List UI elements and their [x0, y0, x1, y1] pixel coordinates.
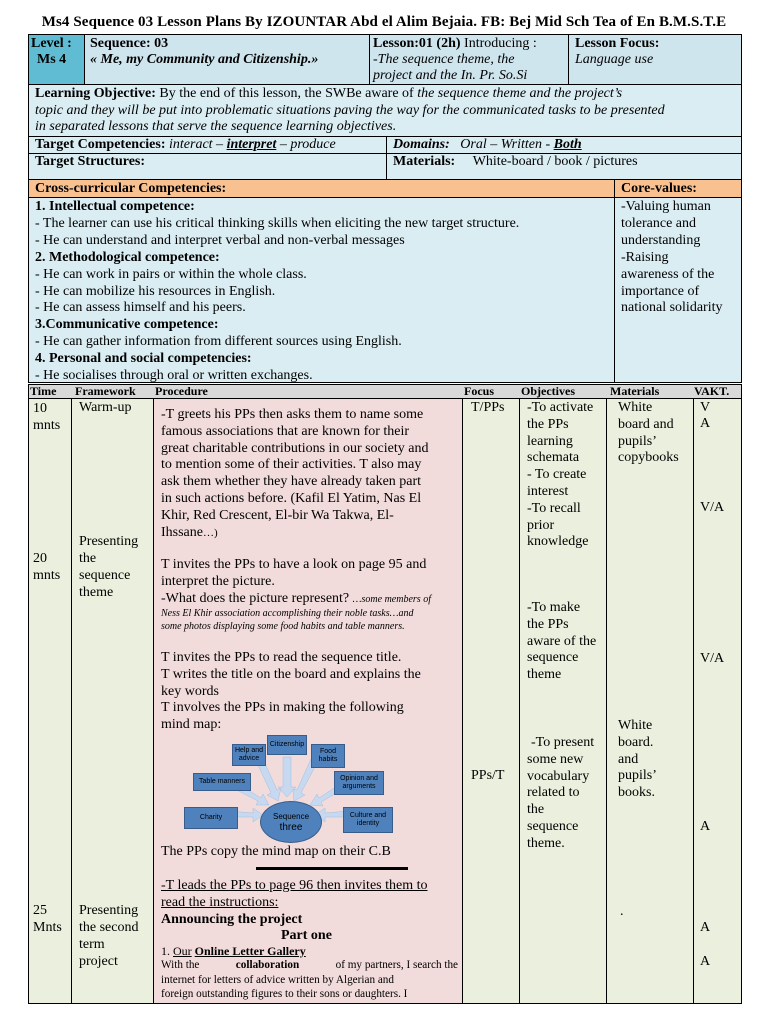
structures-label: Target Structures:	[35, 154, 146, 169]
objectives-block-2: -To make the PPs aware of the sequence theme	[527, 600, 597, 683]
mind-map-node-table-manners: Table manners	[193, 773, 251, 791]
mind-map-node-food-habits: Food habits	[311, 744, 345, 768]
objective-text-3: in separated lessons that serve the sequence learning objectives.	[35, 119, 397, 134]
level-label: Level :	[31, 36, 72, 51]
domains-label: Domains:	[393, 137, 450, 152]
vakt-value: V	[700, 400, 711, 415]
mind-map-node-opinion: Opinion and arguments	[334, 771, 384, 795]
procedure-project: -T leads the PPs to page 96 then invites them to read the instructions: Announcing the project Part one	[161, 878, 428, 944]
vakt-value: A	[700, 954, 711, 969]
mind-map-node-culture: Culture and identity	[343, 807, 393, 833]
procedure-picture: T invites the PPs to have a look on page 95 and interpret the picture. -What does the picture represent? …some members of Ness El Khir association accomplishing their noble tasks…and some photos displaying some food habits and table manners.	[161, 557, 431, 633]
mind-map-node-help-advice: Help and advice	[232, 744, 266, 766]
lesson-desc-1: -The sequence theme, the	[373, 52, 515, 67]
objective-label: Learning Objective:	[35, 86, 156, 101]
materials-label: Materials:	[393, 154, 456, 169]
list-item: - He can understand and interpret verbal and non-verbal messages	[35, 232, 405, 248]
cross-curricular-header: Cross-curricular Competencies:	[28, 179, 615, 198]
list-item: - The learner can use his critical thinking skills when eliciting the new target structure.	[35, 215, 520, 231]
framework-warm-up: Warm-up	[79, 400, 132, 415]
mind-map-center: Sequence three	[260, 801, 322, 843]
domains-both: Both	[553, 137, 582, 152]
framework-line: project	[79, 953, 118, 969]
cross-curricular-body	[28, 197, 615, 383]
vakt-value: V/A	[700, 500, 725, 515]
core-values-body	[614, 197, 742, 383]
lesson-duration: (2h)	[436, 36, 461, 51]
domains-value: Oral – Written -	[460, 137, 551, 152]
materials-block-1: White board and pupils’ copybooks	[618, 400, 679, 466]
header-procedure: Procedure	[155, 384, 208, 398]
framework-line: term	[79, 936, 105, 952]
procedure-copy-mind-map: The PPs copy the mind map on their C.B	[161, 844, 391, 859]
materials-block-2: White board. and pupils’ books.	[618, 718, 657, 801]
time-unit: mnts	[33, 567, 61, 583]
lesson-desc-2: project and the In. Pr. So.Si	[373, 68, 528, 83]
objectives-block-3: -To present some new vocabulary related to the sequence theme.	[527, 735, 595, 851]
intellectual-heading: 1. Intellectual competence:	[35, 199, 195, 214]
core-value-line: -Raising	[621, 249, 669, 265]
list-item: - He can assess himself and his peers.	[35, 300, 246, 316]
header-framework: Framework	[75, 384, 136, 398]
materials-dot: .	[620, 904, 624, 919]
mind-map-node-citizenship: Citizenship	[267, 735, 307, 755]
focus-value: Language use	[575, 52, 654, 67]
header-materials: Materials	[610, 384, 660, 398]
focus-cell	[568, 34, 742, 85]
core-value-line: -Valuing human	[621, 199, 711, 214]
sequence-title: « Me, my Community and Citizenship.»	[90, 52, 319, 67]
framework-line: the	[79, 550, 97, 566]
list-item: - He socialises through oral or written exchanges.	[35, 368, 313, 384]
materials-value: White-board / book / pictures	[472, 154, 638, 169]
project-description: With the collaboration of my partners, I search the internet for letters of advice written by Algerian and foreign outstanding figures to their sons or daughters. I	[161, 959, 458, 1000]
competencies-cell	[28, 136, 387, 154]
vakt-value: V/A	[700, 651, 725, 666]
framework-line: theme	[79, 584, 114, 600]
framework-line: Presenting	[79, 903, 139, 918]
header-time: Time	[30, 384, 57, 398]
personal-social-heading: 4. Personal and social competencies:	[35, 351, 252, 367]
sequence-label: Sequence: 03	[90, 36, 169, 51]
communicative-heading: 3.Communicative competence:	[35, 317, 219, 333]
project-part-one-title: 1. Our Online Letter Gallery	[161, 944, 306, 958]
methodological-heading: 2. Methodological competence:	[35, 249, 220, 265]
procedure-title: T invites the PPs to read the sequence title. T writes the title on the board and explains the key words T involves the PPs in making the following mind map:	[161, 650, 421, 733]
framework-line: Presenting	[79, 534, 139, 549]
time-unit: Mnts	[33, 919, 62, 935]
competency-interact: interact –	[169, 137, 224, 152]
focus-column	[462, 398, 520, 1004]
focus-value: T/PPs	[471, 400, 505, 415]
learning-objective-cell	[28, 84, 742, 137]
competencies-label: Target Competencies:	[35, 137, 166, 152]
framework-line: sequence	[79, 567, 131, 583]
focus-value: PPs/T	[471, 768, 505, 783]
core-value-line: awareness of the	[621, 266, 715, 282]
core-value-line: understanding	[621, 232, 701, 248]
core-value-line: national solidarity	[621, 300, 723, 316]
time-unit: mnts	[33, 417, 61, 433]
lesson-cell	[369, 34, 569, 85]
list-item: - He can gather information from different sources using English.	[35, 334, 402, 350]
objectives-block-1: -To activate the PPs learning schemata - To create interest -To recall prior knowledge	[527, 400, 594, 550]
sequence-cell	[84, 34, 370, 85]
divider-rule	[256, 867, 408, 870]
time-value: 10	[33, 401, 47, 416]
time-value: 25	[33, 903, 47, 918]
core-value-line: importance of	[621, 283, 700, 299]
vakt-value: A	[700, 920, 711, 935]
structures-cell	[28, 153, 387, 180]
objective-text-1-italic: the sequence theme and the project’s	[417, 86, 623, 101]
time-value: 20	[33, 551, 47, 566]
competency-interpret: interpret	[226, 137, 277, 152]
framework-line: the second	[79, 919, 139, 935]
vakt-column	[693, 398, 742, 1004]
level-value: Ms 4	[37, 52, 67, 67]
list-item: - He can work in pairs or within the whole class.	[35, 266, 307, 282]
core-values-header: Core-values:	[614, 179, 742, 198]
header-objectives: Objectives	[521, 384, 575, 398]
domains-cell	[386, 136, 742, 154]
materials-cell	[386, 153, 742, 180]
document-header: Ms4 Sequence 03 Lesson Plans By IZOUNTAR Abd el Alim Bejaia. FB: Bej Mid Sch Tea of En B.M.S.T.E	[41, 14, 727, 30]
focus-label: Lesson Focus:	[575, 36, 660, 51]
vakt-value: A	[700, 819, 711, 834]
lesson-label: Lesson:01	[373, 36, 433, 51]
procedure-warm-up: -T greets his PPs then asks them to name some famous associations that are known for their great charitable contributions in our society and to mention some of their activities. T also may ask them whether they have already taken part in such actions before. (Kafil El Yatim, Nas El Khir, Red Crescent, El-bir Wa Takwa, El- Ihssane…)	[161, 407, 429, 540]
competency-produce: – produce	[279, 137, 336, 152]
lesson-intro: Introducing :	[464, 36, 537, 51]
header-vakt: VAKT.	[694, 384, 730, 398]
objective-text-2: topic and they will be put into problematic situations paving the way for the communicated tasks to be presented	[35, 103, 665, 118]
vakt-value: A	[700, 416, 711, 431]
core-value-line: tolerance and	[621, 215, 697, 231]
mind-map-node-charity: Charity	[184, 807, 238, 829]
level-cell	[28, 34, 85, 85]
list-item: - He can mobilize his resources in English.	[35, 283, 276, 299]
header-focus: Focus	[464, 384, 494, 398]
mind-map	[183, 735, 395, 843]
objective-text-1: By the end of this lesson, the SWBe aware of	[159, 86, 414, 101]
